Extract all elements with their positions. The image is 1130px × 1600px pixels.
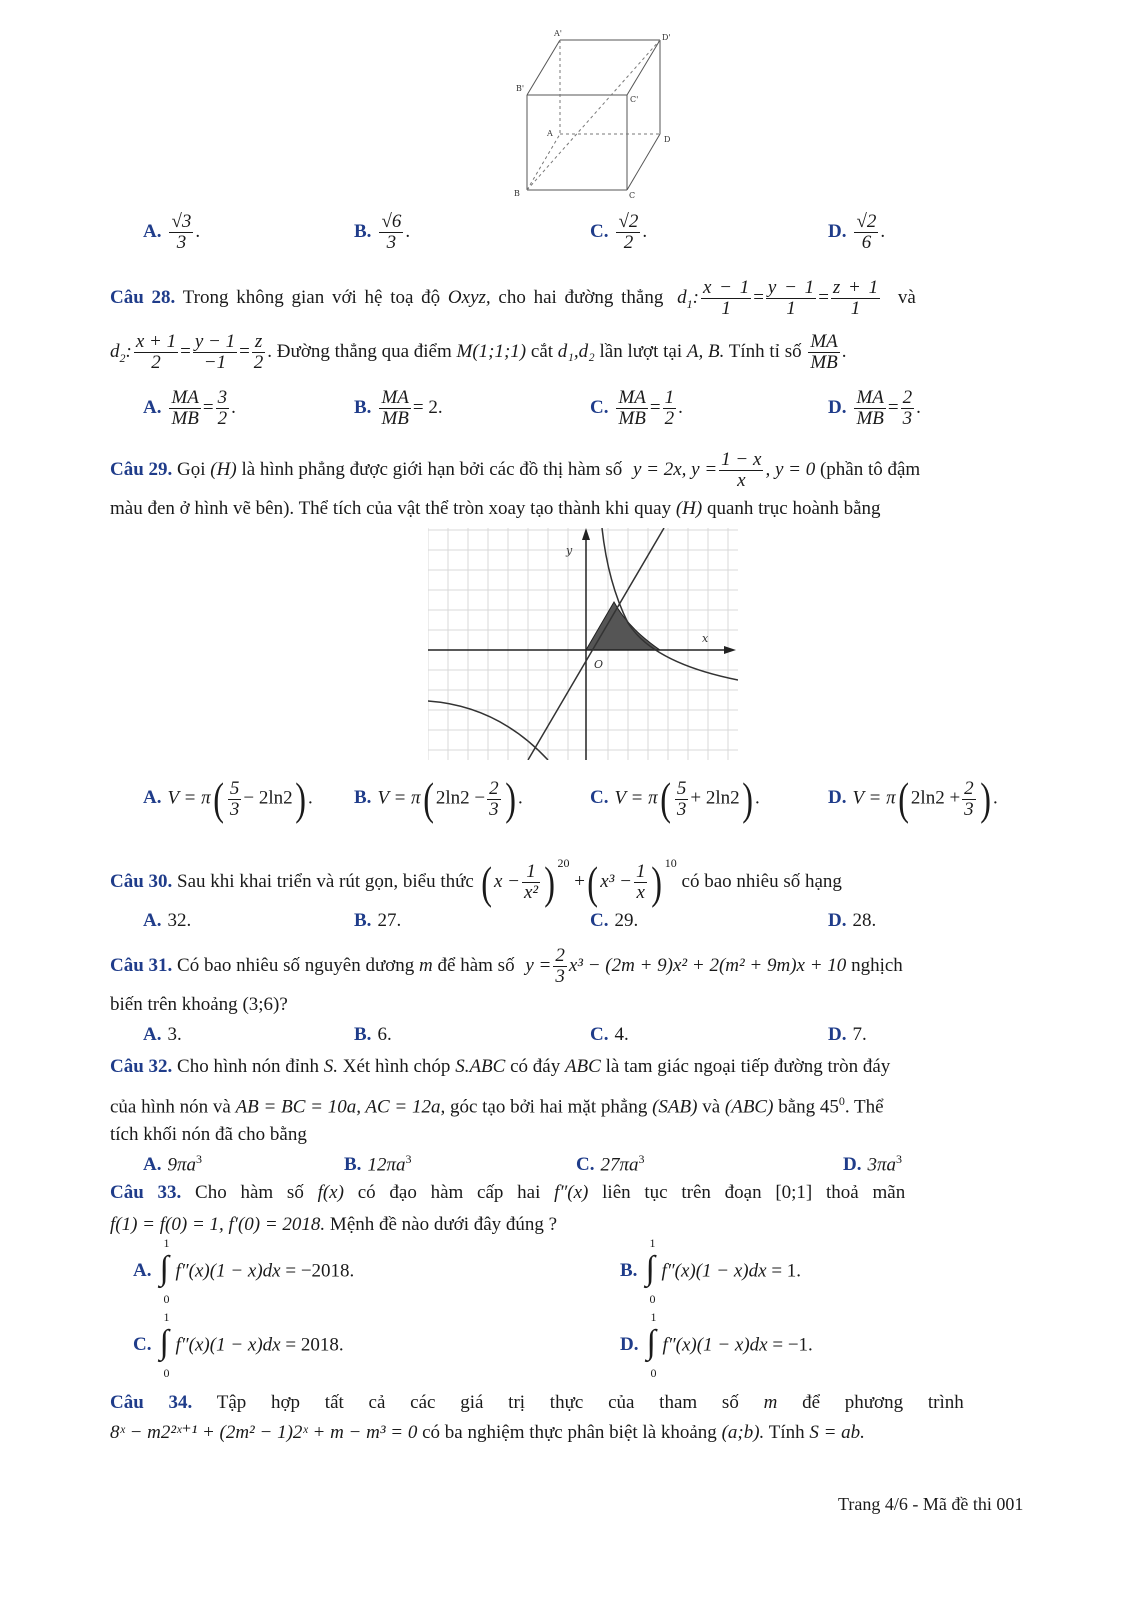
- q32-option-b: B. $12\pi a^3$: [344, 1152, 412, 1176]
- q27-option-b: B. $\frac{√6}{3}$ .: [354, 211, 411, 253]
- q28-option-b: B. $\frac{MA}{MB}$ = 2.: [354, 387, 443, 429]
- q34-line2: 8ˣ − m2²ˣ⁺¹ + (2m² − 1)2ˣ + m − m³ = 0 có ba nghiệm thực phân biệt là khoảng (a;b). Tính S = ab.: [110, 1422, 865, 1443]
- q32-line1: Câu 32. Cho hình nón đỉnh S. Xét hình chóp S.ABC có đáy ABC là tam giác ngoại tiếp đường tròn đáy: [110, 1056, 891, 1077]
- q33-option-a: A. 1 ∫ 0 f″(x)(1 − x)dx = −2018.: [133, 1236, 355, 1306]
- q34-line1: Câu 34. Tập hợp tất cả các giá trị thực của tham số m để phương trình: [110, 1392, 964, 1413]
- q33-line1: Câu 33. Cho hàm số f(x) có đạo hàm cấp hai f″(x) liên tục trên đoạn [0;1] thoả mãn: [110, 1182, 906, 1203]
- label-c: C: [629, 191, 636, 200]
- q28-line1: Câu 28. Trong không gian với hệ toạ độ Oxyz, cho hai đường thẳng $d_1$: $\frac{x - 1}{1}$ = $\frac{y - 1}{1}$ = $\frac{z + 1}{1}$ và: [110, 277, 916, 319]
- q32-option-a: A. $9\pi a^3$: [143, 1152, 203, 1176]
- q31-option-c: C. 4.: [590, 1024, 629, 1045]
- q31-option-a: A. 3.: [143, 1024, 182, 1045]
- label-a1: A': [554, 29, 562, 38]
- q30-option-b: B. 27.: [354, 910, 402, 931]
- cube-figure: [500, 28, 690, 208]
- q32-option-c: C. $27\pi a^3$: [576, 1152, 645, 1176]
- label-b: B: [514, 189, 520, 198]
- q33-option-c: C. 1 ∫ 0 f″(x)(1 − x)dx = 2018.: [133, 1310, 344, 1380]
- q31-line1: Câu 31. Có bao nhiêu số nguyên dương m để hàm số y = $\frac{2}{3}$ x³ − (2m + 9)x² + 2(m² + 9m)x + 10 nghịch: [110, 945, 903, 987]
- q31-option-d: D. 7.: [828, 1024, 867, 1045]
- q32-line2: của hình nón và AB = BC = 10a, AC = 12a, góc tạo bởi hai mặt phẳng (SAB) và (ABC) bằng $45^0$. Thể: [110, 1094, 884, 1118]
- q29-graph: [428, 528, 738, 760]
- q29-option-b: B. V = π( 2ln2 − $\frac{2}{3}$ ) .: [354, 773, 523, 824]
- q29-option-a: A. V = π( $\frac{5}{3}$ − 2ln2) .: [143, 773, 313, 824]
- x-axis-label: x: [702, 632, 709, 645]
- q30-option-d: D. 28.: [828, 910, 877, 931]
- y-axis-label: y: [566, 544, 573, 557]
- hyperbola-right: [602, 528, 738, 680]
- q31-line2: biến trên khoảng (3;6)?: [110, 994, 288, 1015]
- label-c1: C': [630, 95, 639, 104]
- label-a: A: [547, 129, 553, 138]
- label-b1: B': [516, 84, 525, 93]
- origin-label: O: [594, 658, 604, 671]
- q29-option-c: C. V = π( $\frac{5}{3}$ + 2ln2) .: [590, 773, 760, 824]
- q28-line2: $d_2$: $\frac{x + 1}{2}$ = $\frac{y - 1}{-1}$ = $\frac{z}{2}$ . Đường thẳng qua điểm M(1;1;1) cắt d₁,d₂ lần lượt tại A, B. Tính tỉ số $\frac{MA}{MB}$ .: [110, 331, 847, 373]
- q29-line1: Câu 29. Gọi (H) là hình phẳng được giới hạn bởi các đồ thị hàm số y = 2x, y = $\frac{1 - x}{x}$ , y = 0 (phần tô đậm: [110, 449, 921, 491]
- q28-option-c: C. $\frac{MA}{MB}$ = $\frac{1}{2}$ .: [590, 387, 683, 429]
- q27-option-a: A. $\frac{√3}{3}$ .: [143, 211, 201, 253]
- q27-option-d: D. $\frac{√2}{6}$ .: [828, 211, 886, 253]
- q33-option-b: B. 1 ∫ 0 f″(x)(1 − x)dx = 1.: [620, 1236, 802, 1306]
- q29-option-d: D. V = π( 2ln2 + $\frac{2}{3}$ ) .: [828, 773, 998, 824]
- label-d: D: [664, 135, 671, 144]
- q30-option-a: A. 32.: [143, 910, 192, 931]
- q32-option-d: D. $3\pi a^3$: [843, 1152, 903, 1176]
- q28-option-a: A. $\frac{MA}{MB}$ = $\frac{3}{2}$ .: [143, 387, 236, 429]
- q32-line3: tích khối nón đã cho bằng: [110, 1124, 307, 1145]
- page-footer: Trang 4/6 - Mã đề thi 001: [838, 1494, 1024, 1514]
- q31-option-b: B. 6.: [354, 1024, 392, 1045]
- q28-option-d: D. $\frac{MA}{MB}$ = $\frac{2}{3}$ .: [828, 387, 921, 429]
- q27-option-c: C. $\frac{√2}{2}$ .: [590, 211, 648, 253]
- q33-line2: f(1) = f(0) = 1, f′(0) = 2018. Mệnh đề nào dưới đây đúng ?: [110, 1214, 558, 1235]
- q30-line1: Câu 30. Sau khi khai triển và rút gọn, biểu thức ( x − $\frac{1}{\text{x²}}$ ) $^{20}$ +( x³ − $\frac{1}{x}$ ) $^{10}$ có bao nhiêu số hạng: [110, 856, 842, 908]
- q33-option-d: D. 1 ∫ 0 f″(x)(1 − x)dx = −1.: [620, 1310, 813, 1380]
- label-d1: D': [662, 33, 671, 42]
- q30-option-c: C. 29.: [590, 910, 639, 931]
- q29-line2: màu đen ở hình vẽ bên). Thể tích của vật thể tròn xoay tạo thành khi quay (H) quanh trục hoành bằng: [110, 498, 881, 519]
